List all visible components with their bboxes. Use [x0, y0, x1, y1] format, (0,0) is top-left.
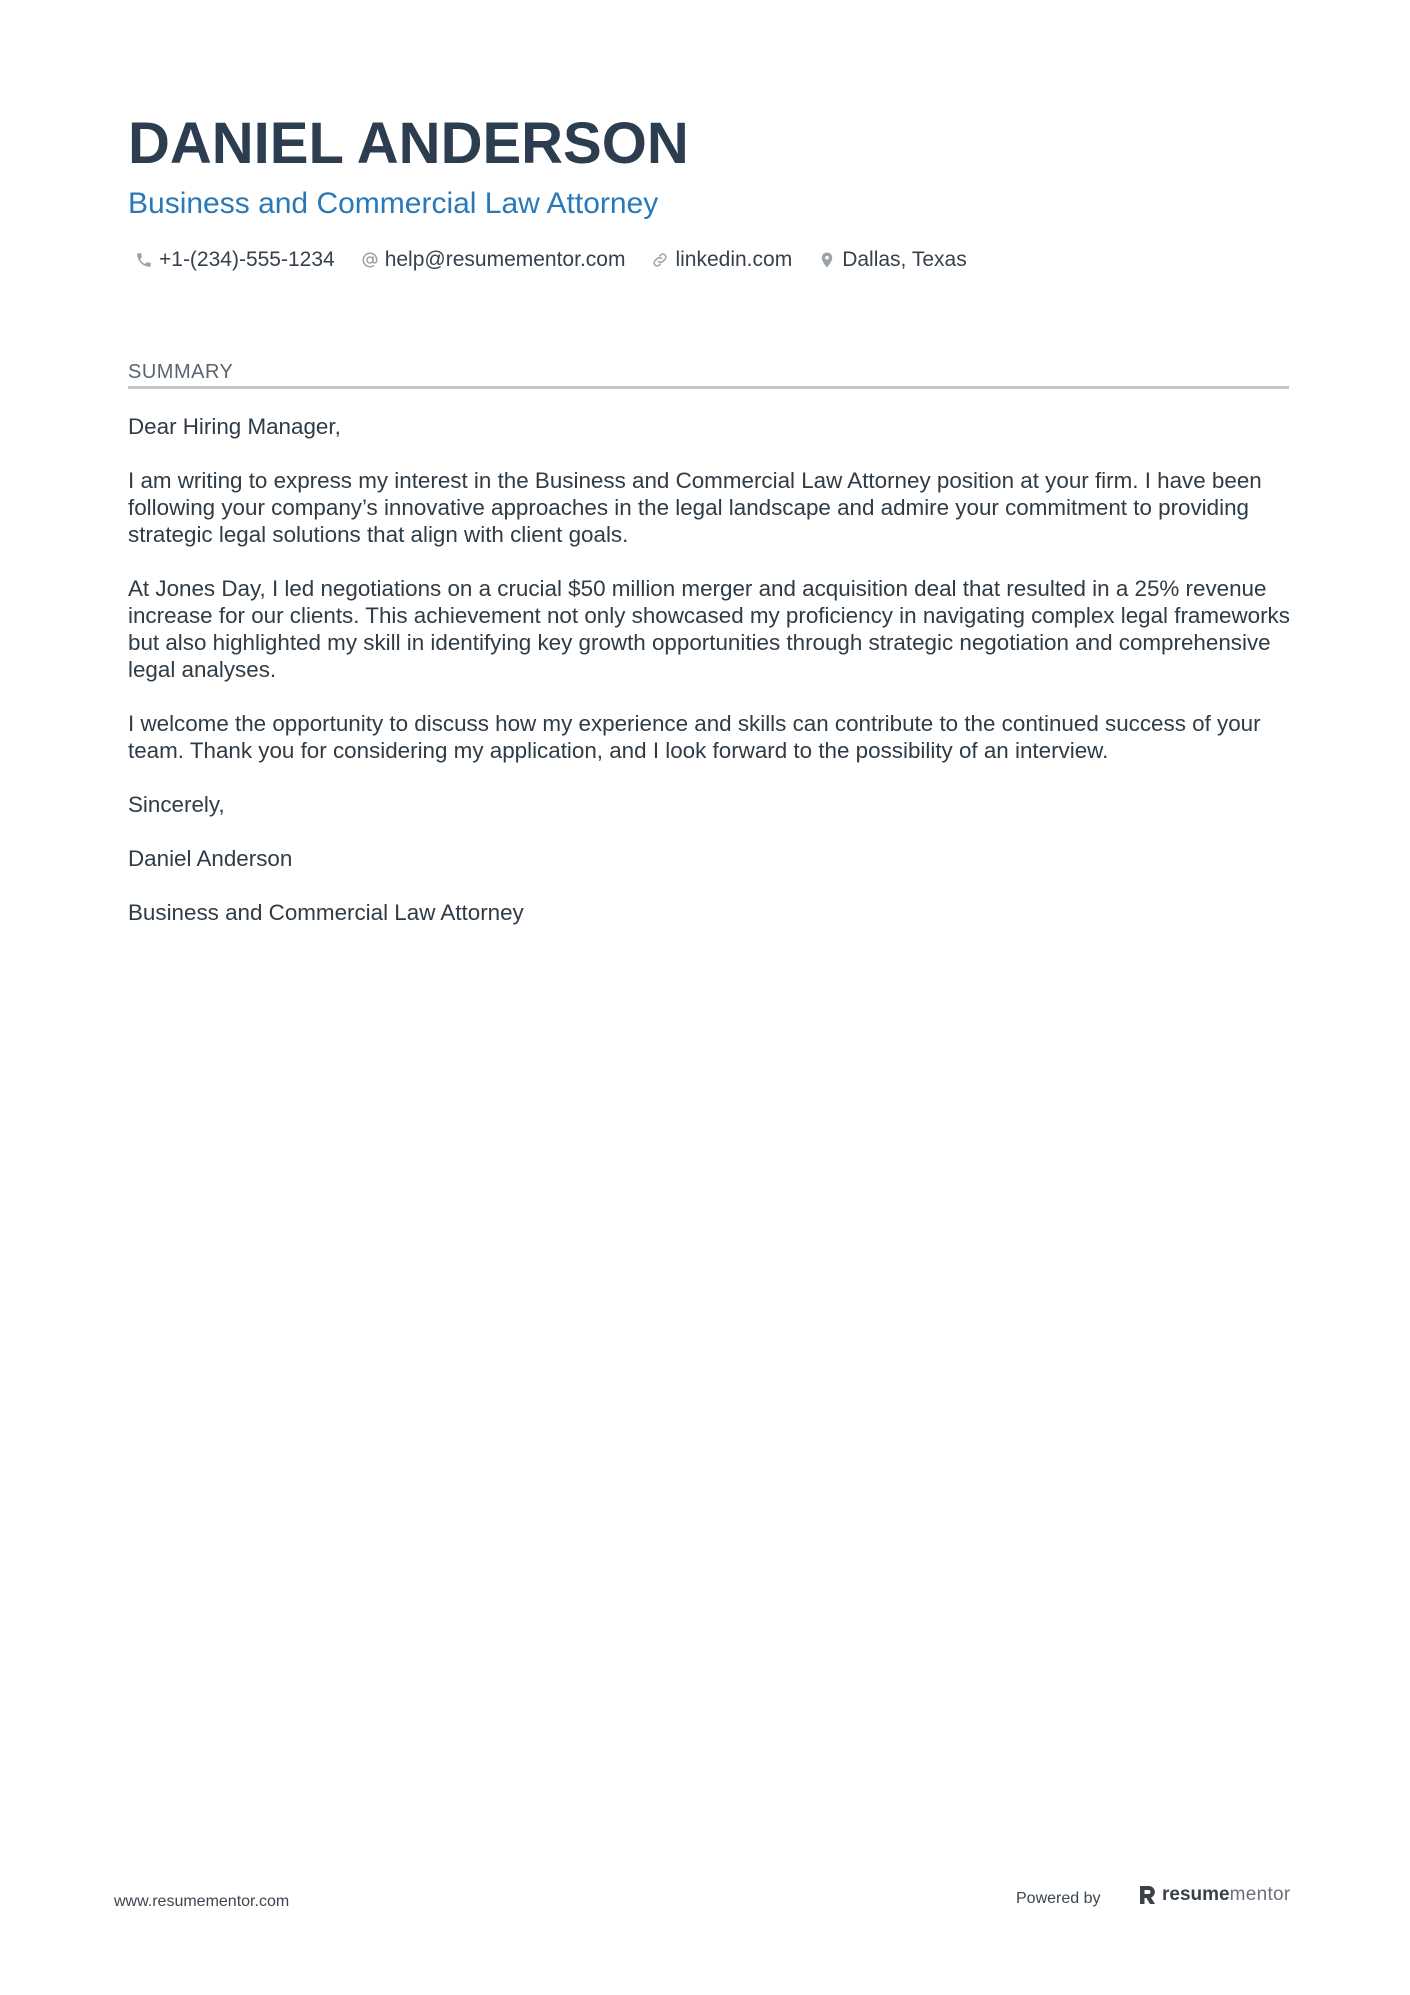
- contact-location-text: Dallas, Texas: [842, 248, 967, 271]
- applicant-name: DANIEL ANDERSON: [128, 111, 689, 176]
- powered-by-label: Powered by: [1016, 1890, 1101, 1907]
- brand-logo[interactable]: [1138, 1884, 1291, 1906]
- phone-icon: [135, 251, 153, 269]
- letter-signature-title: Business and Commercial Law Attorney: [128, 900, 524, 925]
- applicant-job-title: Business and Commercial Law Attorney: [128, 187, 659, 220]
- letter-salutation: Dear Hiring Manager,: [128, 414, 341, 439]
- location-pin-icon: [818, 251, 836, 269]
- letter-signature-name: Daniel Anderson: [128, 846, 293, 871]
- letter-paragraph: I am writing to express my interest in the Business and Commercial Law Attorney position at your firm. I have been following your company’s innovative approaches in the legal landscape and admire your commitment to providing strategic legal solutions that align with client goals.: [128, 468, 1262, 547]
- resumementor-logo-icon: [1138, 1884, 1158, 1906]
- letter-closing: Sincerely,: [128, 792, 225, 817]
- letter-paragraph: At Jones Day, I led negotiations on a crucial $50 million merger and acquisition deal that resulted in a 25% revenue increase for our clients. This achievement not only showcased my proficiency in navigating complex legal frameworks but also highlighted my skill in identifying key growth opportunities through strategic negotiation and comprehensive legal analyses.: [128, 576, 1290, 682]
- letter-body: [128, 413, 1293, 953]
- contact-linkedin-text: linkedin.com: [675, 248, 793, 271]
- brand-name-bold: resume: [1162, 1884, 1230, 1905]
- section-divider: [128, 386, 1289, 389]
- contact-phone[interactable]: [135, 244, 335, 276]
- letter-paragraph: I welcome the opportunity to discuss how my experience and skills can contribute to the continued success of your team. Thank you for considering my application, and I look forward to the possibility of an interview.: [128, 711, 1261, 763]
- contact-phone-text: +1-(234)-555-1234: [159, 248, 335, 271]
- contact-linkedin[interactable]: [651, 244, 792, 276]
- contact-email[interactable]: [361, 244, 626, 276]
- link-icon: [651, 251, 669, 269]
- contact-row: [135, 244, 993, 276]
- contact-location: [818, 244, 967, 276]
- summary-heading: SUMMARY: [128, 361, 234, 383]
- footer-website-link[interactable]: www.resumementor.com: [114, 1893, 290, 1910]
- contact-email-text: help@resumementor.com: [384, 248, 626, 271]
- at-icon: [361, 251, 379, 269]
- brand-name-light: mentor: [1229, 1884, 1291, 1905]
